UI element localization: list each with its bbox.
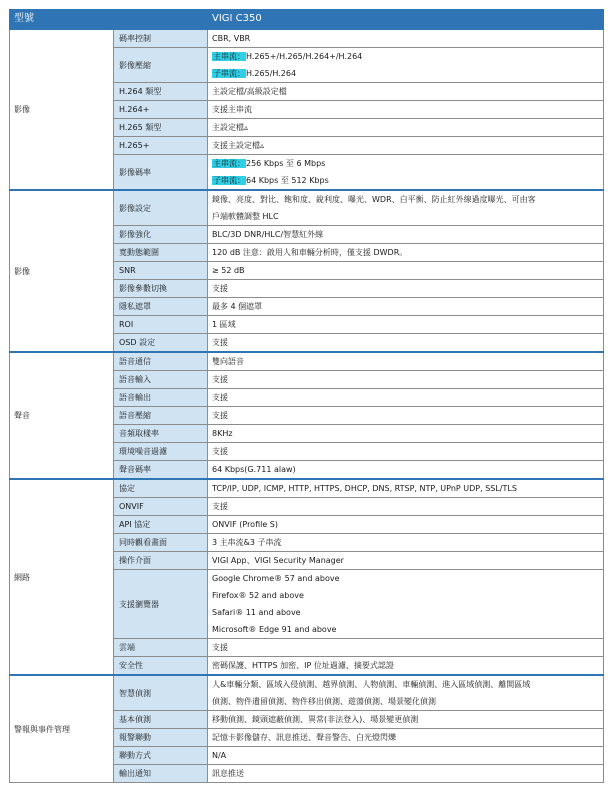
spec-label: H.264 類型 (114, 83, 208, 101)
spec-label: ROI (114, 316, 208, 334)
spec-value (208, 516, 604, 534)
spec-value-line (212, 371, 603, 388)
section-category: 影像 (10, 29, 114, 190)
spec-value-text: 120 dB 注意：啟用人和車輛分析時，僅支援 DWDR。 (212, 248, 408, 257)
spec-value-line (212, 101, 603, 118)
spec-value-line (212, 30, 603, 47)
spec-value (208, 389, 604, 407)
spec-value-text: H.265/H.264 (246, 69, 297, 78)
spec-value-text: N/A (212, 751, 227, 760)
spec-value-text: Firefox® 52 and above (212, 591, 304, 600)
spec-label: 影像碼率 (114, 155, 208, 191)
spec-value (208, 101, 604, 119)
spec-value-text: Google Chrome® 57 and above (212, 574, 340, 583)
spec-value (208, 407, 604, 425)
spec-value-line (212, 516, 603, 533)
spec-table (9, 9, 604, 783)
spec-value-line (212, 765, 603, 782)
spec-value (208, 48, 604, 83)
spec-label: 智慧偵測 (114, 675, 208, 711)
spec-value-text: BLC/3D DNR/HLC/智慧紅外線 (212, 230, 324, 239)
spec-value-text: 8KHz (212, 429, 233, 438)
spec-label: 聯動方式 (114, 747, 208, 765)
spec-value-text: CBR, VBR (212, 34, 251, 43)
spec-value-text: 偵測、物件遺留偵測、物件移出偵測、遊蕩偵測、場景變化偵測 (212, 697, 436, 706)
spec-label: 隱私遮罩 (114, 298, 208, 316)
spec-value-text: 最多 4 個遮罩 (212, 302, 263, 311)
spec-value-line (212, 334, 603, 351)
spec-value (208, 675, 604, 711)
spec-value (208, 498, 604, 516)
spec-label: 支援瀏覽器 (114, 570, 208, 639)
spec-value-text: 支援主串流 (212, 105, 252, 114)
spec-value-line (212, 711, 603, 728)
spec-value-line (212, 552, 603, 569)
stream-highlight: 子串流： (213, 176, 245, 185)
spec-value-line (212, 570, 603, 587)
spec-value (208, 461, 604, 480)
spec-value-line (212, 639, 603, 656)
stream-highlight: 主串流： (213, 52, 245, 61)
spec-value-line (212, 461, 603, 478)
spec-value-line (212, 262, 603, 279)
spec-value-text: 支援 (212, 375, 228, 384)
spec-value-line (212, 172, 603, 189)
spec-label: API 協定 (114, 516, 208, 534)
spec-value-text: 支援 (212, 643, 228, 652)
spec-value-text: 主設定檔▵ (212, 123, 249, 132)
section-category: 聲音 (10, 352, 114, 479)
spec-value-line (212, 693, 603, 710)
spec-value (208, 747, 604, 765)
spec-value-text: 訊息推送 (212, 769, 244, 778)
spec-value-line (212, 244, 603, 261)
spec-label: 操作介面 (114, 552, 208, 570)
spec-value-line (212, 83, 603, 100)
model-value: VIGI C350 (208, 10, 604, 30)
spec-row (10, 29, 604, 48)
spec-label: 影像壓縮 (114, 48, 208, 83)
spec-value-text: 主設定檔/高級設定檔 (212, 87, 287, 96)
spec-label: 音頻取樣率 (114, 425, 208, 443)
spec-value-line (212, 604, 603, 621)
spec-value (208, 425, 604, 443)
spec-row (10, 675, 604, 711)
spec-value (208, 316, 604, 334)
spec-value-line (212, 587, 603, 604)
spec-value-text: H.265+/H.265/H.264+/H.264 (246, 52, 363, 61)
spec-value-line (212, 389, 603, 406)
spec-value-line (212, 137, 603, 154)
spec-value (208, 479, 604, 498)
spec-value-line (212, 353, 603, 370)
model-label: 型號 (10, 10, 208, 30)
spec-value-text: 1 區域 (212, 320, 236, 329)
spec-value (208, 262, 604, 280)
spec-value-text: 人&車輛分類、區域入侵偵測、越界偵測、人物偵測、車輛偵測、進入區域偵測、離開區域 (212, 680, 531, 689)
spec-value-line (212, 498, 603, 515)
spec-row (10, 479, 604, 498)
spec-label: 報警聯動 (114, 729, 208, 747)
section-category: 影像 (10, 190, 114, 352)
spec-value-line (212, 316, 603, 333)
spec-value (208, 552, 604, 570)
spec-value-text: 256 Kbps 至 6 Mbps (246, 159, 326, 168)
spec-value-text: 雙向語音 (212, 357, 244, 366)
spec-value-text: 移動偵測、鏡頭遮蔽偵測、異常(非法登入)、場景變更偵測 (212, 715, 419, 724)
spec-value (208, 657, 604, 676)
spec-value-line (212, 729, 603, 746)
spec-value-line (212, 191, 603, 208)
spec-value-text: 支援 (212, 338, 228, 347)
spec-value (208, 729, 604, 747)
spec-value-text: Safari® 11 and above (212, 608, 301, 617)
table-header-row (10, 10, 604, 30)
spec-label: 語音輸入 (114, 371, 208, 389)
spec-value (208, 298, 604, 316)
spec-row (10, 190, 604, 226)
spec-value (208, 443, 604, 461)
spec-label: 語音輸出 (114, 389, 208, 407)
spec-value-text: 支援 (212, 393, 228, 402)
spec-label: 輸出通知 (114, 765, 208, 783)
spec-label: 環境噪音過濾 (114, 443, 208, 461)
spec-value (208, 711, 604, 729)
spec-value-line (212, 534, 603, 551)
spec-label: H.265 類型 (114, 119, 208, 137)
spec-value-text: 64 Kbps 至 512 Kbps (246, 176, 329, 185)
spec-value-line (212, 407, 603, 424)
spec-value-line (212, 621, 603, 638)
spec-value (208, 280, 604, 298)
spec-label: 影像參數切換 (114, 280, 208, 298)
spec-label: 雲端 (114, 639, 208, 657)
spec-value (208, 570, 604, 639)
spec-value-line (212, 226, 603, 243)
spec-value-text: 支援 (212, 502, 228, 511)
spec-value (208, 639, 604, 657)
spec-value-text: 3 主串流&3 子串流 (212, 538, 282, 547)
spec-value-text: 鏡像、亮度、對比、飽和度、銳利度、曝光、WDR、白平衡、防止紅外線過度曝光、可由客 (212, 195, 536, 204)
spec-value-line (212, 298, 603, 315)
spec-value-text: VIGI App、VIGI Security Manager (212, 556, 344, 565)
spec-value-text: 支援 (212, 447, 228, 456)
spec-label: 碼率控制 (114, 29, 208, 48)
spec-value (208, 765, 604, 783)
spec-value-line (212, 155, 603, 172)
spec-value-text: 支援 (212, 411, 228, 420)
spec-value-text: Microsoft® Edge 91 and above (212, 625, 337, 634)
spec-value-line (212, 676, 603, 693)
spec-value (208, 29, 604, 48)
spec-value (208, 352, 604, 371)
spec-value-text: 密碼保護、HTTPS 加密、IP 位址過濾、摘要式認證 (212, 661, 394, 670)
spec-label: ONVIF (114, 498, 208, 516)
spec-value-text: 記憶卡影像儲存、訊息推送、聲音警告、白光燈閃爍 (212, 733, 396, 742)
spec-value (208, 334, 604, 353)
spec-label: 語音通信 (114, 352, 208, 371)
spec-label: 語音壓縮 (114, 407, 208, 425)
spec-label: SNR (114, 262, 208, 280)
spec-value-text: TCP/IP, UDP, ICMP, HTTP, HTTPS, DHCP, DNS, RTSP, NTP, UPnP UDP, SSL/TLS (212, 484, 517, 493)
spec-value (208, 371, 604, 389)
spec-value-line (212, 480, 603, 497)
spec-label: OSD 設定 (114, 334, 208, 353)
spec-value-text: 支援主設定檔▵ (212, 141, 265, 150)
stream-highlight: 主串流： (213, 159, 245, 168)
spec-label: 同時觀看畫面 (114, 534, 208, 552)
spec-label: 安全性 (114, 657, 208, 676)
spec-row (10, 352, 604, 371)
spec-label: 聲音碼率 (114, 461, 208, 480)
section-category: 網路 (10, 479, 114, 675)
spec-label: H.264+ (114, 101, 208, 119)
section-category: 警報與事件管理 (10, 675, 114, 783)
spec-value-text: 64 Kbps(G.711 alaw) (212, 465, 296, 474)
spec-value-text: 支援 (212, 284, 228, 293)
spec-value-line (212, 65, 603, 82)
spec-label: 協定 (114, 479, 208, 498)
spec-value (208, 190, 604, 226)
spec-value-line (212, 48, 603, 65)
spec-value (208, 155, 604, 191)
spec-value (208, 534, 604, 552)
spec-value-line (212, 657, 603, 674)
spec-value-line (212, 425, 603, 442)
spec-value-line (212, 747, 603, 764)
spec-value-line (212, 280, 603, 297)
spec-label: 基本偵測 (114, 711, 208, 729)
spec-value-line (212, 119, 603, 136)
spec-label: 影像強化 (114, 226, 208, 244)
spec-value-line (212, 443, 603, 460)
spec-label: H.265+ (114, 137, 208, 155)
spec-value-line (212, 208, 603, 225)
spec-value (208, 137, 604, 155)
spec-value (208, 244, 604, 262)
spec-sheet (9, 9, 603, 783)
spec-label: 影像設定 (114, 190, 208, 226)
spec-value (208, 226, 604, 244)
spec-value-text: 戶端軟體調整 HLC (212, 212, 279, 221)
spec-label: 寬動態範圍 (114, 244, 208, 262)
spec-value-text: ONVIF (Profile S) (212, 520, 278, 529)
stream-highlight: 子串流： (213, 69, 245, 78)
spec-value (208, 83, 604, 101)
spec-value (208, 119, 604, 137)
spec-value-text: ≥ 52 dB (212, 266, 245, 275)
